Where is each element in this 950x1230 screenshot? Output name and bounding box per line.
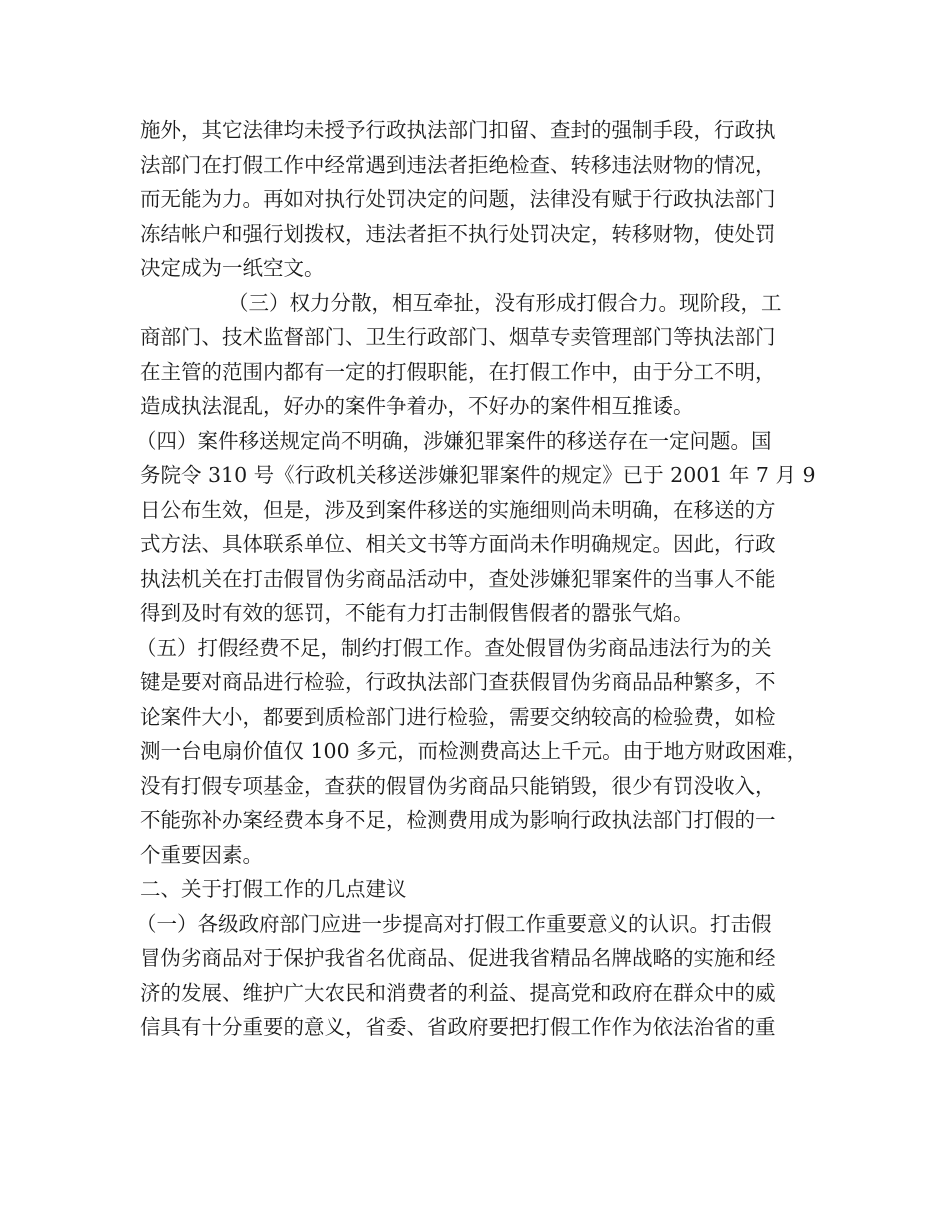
section-heading-1: （一）各级政府部门应进一步提高对打假工作重要意义的认识。打击假 <box>136 911 772 936</box>
text-line: 个重要因素。 <box>140 842 263 867</box>
text-line: 在主管的范围内都有一定的打假职能，在打假工作中，由于分工不明， <box>140 359 776 384</box>
text-line: 冻结帐户和强行划拨权，违法者拒不执行处罚决定，转移财物，使处罚 <box>140 221 776 246</box>
text-line: 式方法、具体联系单位、相关文书等方面尚未作明确规定。因此，行政 <box>140 532 776 556</box>
text-line: 执法机关在打击假冒伪劣商品活动中，查处涉嫌犯罪案件的当事人不能 <box>140 566 776 591</box>
text-line: 信具有十分重要的意义，省委、省政府要把打假工作作为依法治省的重 <box>140 1015 776 1039</box>
text-line: 决定成为一纸空文。 <box>140 256 325 280</box>
text-line: 务院令 310 号《行政机关移送涉嫌犯罪案件的规定》已于 2001 年 7 月 9 <box>140 463 816 487</box>
text-line: 冒伪劣商品对于保护我省名优商品、促进我省精品名牌战略的实施和经 <box>140 946 776 970</box>
text-line: 论案件大小，都要到质检部门进行检验，需要交纳较高的检验费，如检 <box>140 704 776 729</box>
document-body <box>136 113 830 1045</box>
text-line: 键是要对商品进行检验，行政执法部门查获假冒伪劣商品品种繁多，不 <box>140 670 776 694</box>
section-heading-4: （四）案件移送规定尚不明确，涉嫌犯罪案件的移送存在一定问题。国 <box>136 428 772 453</box>
section-heading-5: （五）打假经费不足，制约打假工作。查处假冒伪劣商品违法行为的关 <box>136 635 772 660</box>
text-line: 日公布生效，但是，涉及到案件移送的实施细则尚未明确，在移送的方 <box>140 497 776 522</box>
text-line: 测一台电扇价值仅 100 多元，而检测费高达上千元。由于地方财政困难， <box>140 739 808 763</box>
text-line: 而无能为力。再如对执行处罚决定的问题，法律没有赋于行政执法部门 <box>140 187 776 211</box>
section-heading-3: （三）权力分散，相互牵扯，没有形成打假合力。现阶段，工 <box>228 290 782 315</box>
text-line: 商部门、技术监督部门、卫生行政部门、烟草专卖管理部门等执法部门 <box>140 325 776 349</box>
text-line: 造成执法混乱，好办的案件争着办，不好办的案件相互推诿。 <box>140 394 694 418</box>
text-line: 施外，其它法律均未授予行政执法部门扣留、查封的强制手段，行政执 <box>140 118 776 142</box>
text-line: 济的发展、维护广大农民和消费者的利益、提高党和政府在群众中的威 <box>140 980 776 1005</box>
text-line: 没有打假专项基金，查获的假冒伪劣商品只能销毁，很少有罚没收入， <box>140 773 776 798</box>
text-line: 法部门在打假工作中经常遇到违法者拒绝检查、转移违法财物的情况， <box>140 152 776 177</box>
text-line: 得到及时有效的惩罚，不能有力打击制假售假者的嚣张气焰。 <box>140 601 694 625</box>
section-title: 二、关于打假工作的几点建议 <box>140 877 407 901</box>
text-line: 不能弥补办案经费本身不足，检测费用成为影响行政执法部门打假的一 <box>140 808 776 832</box>
